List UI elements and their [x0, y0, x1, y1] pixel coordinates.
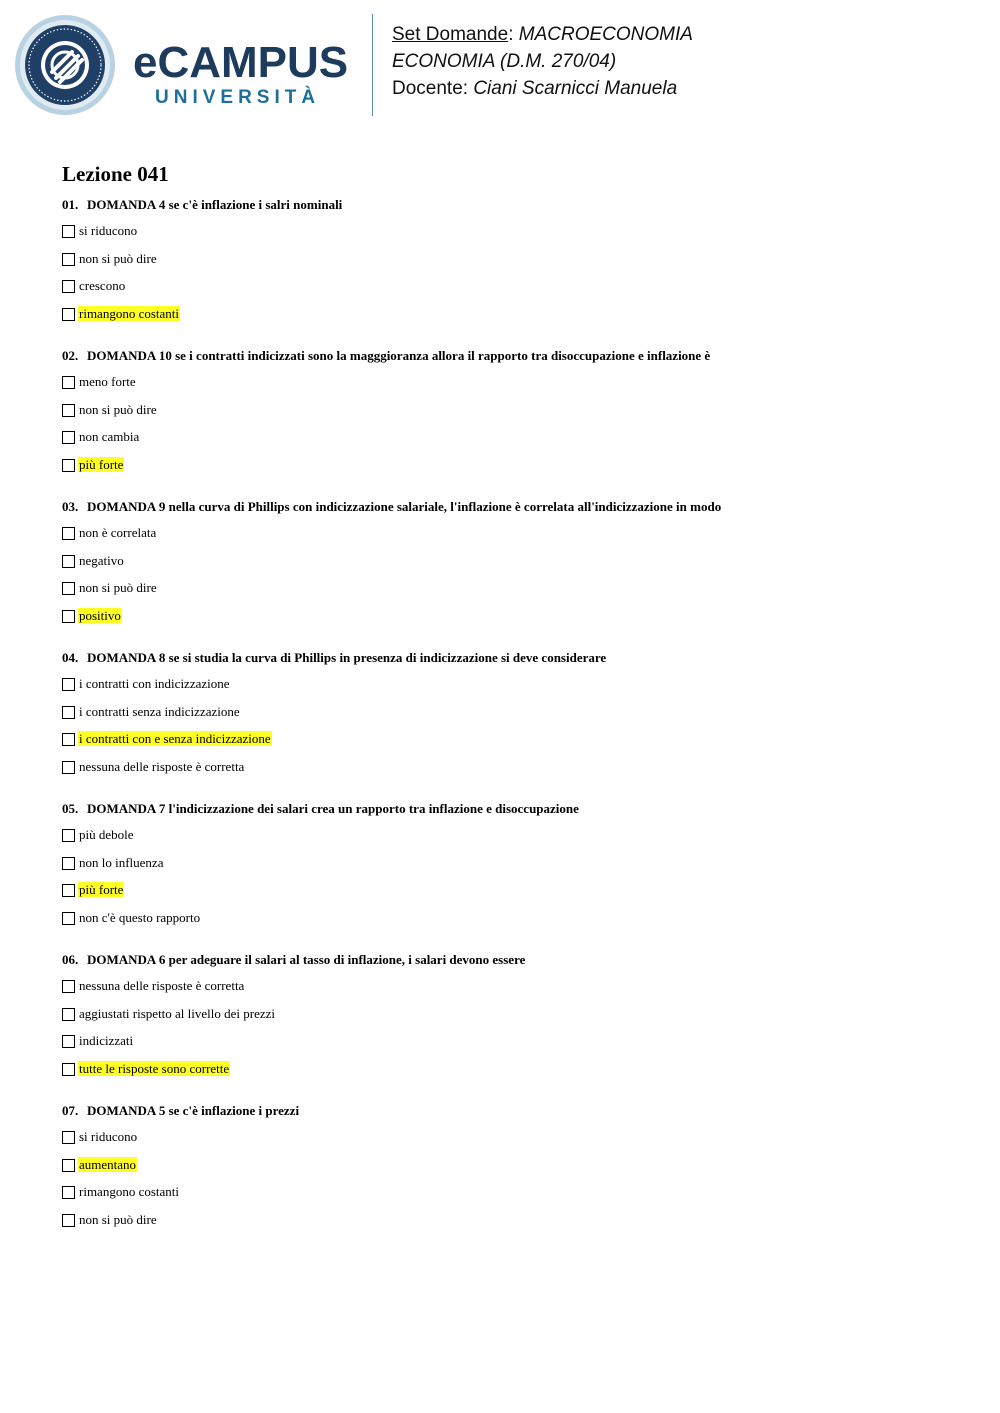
answer-option[interactable] — [62, 423, 962, 451]
answer-label: non cambia — [79, 429, 140, 445]
answer-checkbox[interactable] — [62, 459, 75, 472]
question-label: DOMANDA 4 se c'è inflazione i salri nominali — [87, 197, 343, 212]
answer-checkbox[interactable] — [62, 761, 75, 774]
brand-main: eCAMPUS — [133, 38, 349, 87]
answer-checkbox[interactable] — [62, 404, 75, 417]
question-label: DOMANDA 9 nella curva di Phillips con indicizzazione salariale, l'inflazione è correlata all'indicizzazione in modo — [87, 499, 722, 514]
question-number: 05. — [62, 801, 79, 816]
answer-checkbox[interactable] — [62, 980, 75, 993]
answer-checkbox[interactable] — [62, 1063, 75, 1076]
brand-sub: UNIVERSITÀ — [155, 87, 321, 108]
answer-label: non c'è questo rapporto — [79, 910, 201, 926]
answer-option[interactable] — [62, 245, 962, 273]
answer-label-highlighted: positivo — [79, 608, 121, 624]
question-label: DOMANDA 10 se i contratti indicizzati sono la magggioranza allora il rapporto tra disoccupazione e inflazione è — [87, 348, 711, 363]
question-number: 04. — [62, 650, 79, 665]
answer-checkbox[interactable] — [62, 733, 75, 746]
question-item — [62, 1101, 962, 1252]
answer-option[interactable] — [62, 904, 962, 932]
answer-option[interactable] — [62, 972, 962, 1000]
answer-option[interactable] — [62, 1151, 962, 1179]
question-label: DOMANDA 7 l'indicizzazione dei salari crea un rapporto tra inflazione e disoccupazione — [87, 801, 579, 816]
answer-label: più debole — [79, 827, 134, 843]
answer-checkbox[interactable] — [62, 1035, 75, 1048]
answer-label-highlighted: più forte — [79, 882, 124, 898]
question-item — [62, 497, 962, 648]
question-item — [62, 950, 962, 1101]
answer-option[interactable] — [62, 396, 962, 424]
question-label: DOMANDA 5 se c'è inflazione i prezzi — [87, 1103, 300, 1118]
answer-option[interactable] — [62, 368, 962, 396]
answer-label: aggiustati rispetto al livello dei prezzi — [79, 1005, 276, 1021]
answer-checkbox[interactable] — [62, 582, 75, 595]
answer-label: non si può dire — [79, 580, 157, 596]
answer-checkbox[interactable] — [62, 555, 75, 568]
question-number: 07. — [62, 1103, 79, 1118]
answer-checkbox[interactable] — [62, 912, 75, 925]
answer-checkbox[interactable] — [62, 1131, 75, 1144]
answer-label: non lo influenza — [79, 854, 164, 870]
answer-option[interactable] — [62, 574, 962, 602]
answer-checkbox[interactable] — [62, 225, 75, 238]
answer-checkbox[interactable] — [62, 678, 75, 691]
answer-option[interactable] — [62, 1206, 962, 1234]
ecampus-seal-logo — [14, 14, 116, 116]
question-number: 01. — [62, 197, 79, 212]
question-text — [62, 1101, 962, 1123]
question-text — [62, 799, 962, 821]
answer-label: i contratti senza indicizzazione — [79, 703, 240, 719]
answer-checkbox[interactable] — [62, 1008, 75, 1021]
answer-option[interactable] — [62, 1027, 962, 1055]
answer-option[interactable] — [62, 217, 962, 245]
answer-checkbox[interactable] — [62, 253, 75, 266]
answer-checkbox[interactable] — [62, 1186, 75, 1199]
answer-option[interactable] — [62, 547, 962, 575]
set-line — [392, 21, 693, 48]
question-item — [62, 648, 962, 799]
answer-option[interactable] — [62, 821, 962, 849]
docente-label: Docente: — [392, 78, 474, 99]
answer-checkbox[interactable] — [62, 884, 75, 897]
answer-label-highlighted: rimangono costanti — [79, 306, 180, 322]
question-text — [62, 497, 962, 519]
answer-checkbox[interactable] — [62, 706, 75, 719]
answer-label: nessuna delle risposte è corretta — [79, 759, 245, 775]
answer-label: non si può dire — [79, 1212, 157, 1228]
page-header — [0, 0, 1000, 130]
answer-label: nessuna delle risposte è corretta — [79, 978, 245, 994]
question-label: DOMANDA 8 se si studia la curva di Phillips in presenza di indicizzazione si deve considerare — [87, 650, 607, 665]
answer-label: negativo — [79, 552, 124, 568]
question-label: DOMANDA 6 per adeguare il salari al tasso di inflazione, i salari devono essere — [87, 952, 526, 967]
answer-label: non si può dire — [79, 250, 157, 266]
answer-label: non si può dire — [79, 401, 157, 417]
answer-label: si riducono — [79, 1129, 138, 1145]
answer-option[interactable] — [62, 753, 962, 781]
answer-checkbox[interactable] — [62, 431, 75, 444]
header-divider — [372, 14, 373, 116]
question-text — [62, 648, 962, 670]
answer-label-highlighted: tutte le risposte sono corrette — [79, 1061, 230, 1077]
question-item — [62, 346, 962, 497]
answer-checkbox[interactable] — [62, 829, 75, 842]
question-item — [62, 799, 962, 950]
answer-checkbox[interactable] — [62, 610, 75, 623]
answer-option[interactable] — [62, 876, 962, 904]
answer-label-highlighted: i contratti con e senza indicizzazione — [79, 731, 271, 747]
docente-line — [392, 75, 693, 102]
answer-option[interactable] — [62, 1055, 962, 1083]
ecampus-wordmark — [133, 38, 358, 114]
answer-option[interactable] — [62, 1123, 962, 1151]
header-info — [392, 21, 693, 102]
answer-label: i contratti con indicizzazione — [79, 676, 230, 692]
question-list — [62, 195, 962, 1252]
answer-option[interactable] — [62, 1000, 962, 1028]
question-text — [62, 950, 962, 972]
question-number: 06. — [62, 952, 79, 967]
answer-option[interactable] — [62, 272, 962, 300]
answer-option[interactable] — [62, 451, 962, 479]
answer-label: non è correlata — [79, 525, 157, 541]
answer-label-highlighted: più forte — [79, 457, 124, 473]
answer-option[interactable] — [62, 1178, 962, 1206]
answer-option[interactable] — [62, 300, 962, 328]
question-item — [62, 195, 962, 346]
question-number: 03. — [62, 499, 79, 514]
subject-line1: MACROECONOMIA — [518, 24, 693, 45]
question-text — [62, 195, 962, 217]
set-sep: : — [508, 24, 519, 45]
answer-label: si riducono — [79, 223, 138, 239]
answer-option[interactable] — [62, 602, 962, 630]
question-number: 02. — [62, 348, 79, 363]
answer-label: crescono — [79, 278, 126, 294]
answer-label-highlighted: aumentano — [79, 1156, 137, 1172]
answer-checkbox[interactable] — [62, 280, 75, 293]
answer-checkbox[interactable] — [62, 376, 75, 389]
subject-line2: ECONOMIA (D.M. 270/04) — [392, 51, 617, 72]
answer-option[interactable] — [62, 725, 962, 753]
answer-label: rimangono costanti — [79, 1184, 180, 1200]
answer-label: indicizzati — [79, 1033, 134, 1049]
answer-checkbox[interactable] — [62, 308, 75, 321]
docente-name: Ciani Scarnicci Manuela — [473, 78, 678, 99]
answer-option[interactable] — [62, 519, 962, 547]
answer-option[interactable] — [62, 698, 962, 726]
answer-label: meno forte — [79, 374, 136, 390]
answer-option[interactable] — [62, 849, 962, 877]
answer-checkbox[interactable] — [62, 527, 75, 540]
question-text — [62, 346, 962, 368]
answer-checkbox[interactable] — [62, 1214, 75, 1227]
lesson-title: Lezione 041 — [62, 162, 169, 186]
answer-option[interactable] — [62, 670, 962, 698]
answer-checkbox[interactable] — [62, 857, 75, 870]
set-label: Set Domande — [392, 24, 509, 45]
answer-checkbox[interactable] — [62, 1159, 75, 1172]
